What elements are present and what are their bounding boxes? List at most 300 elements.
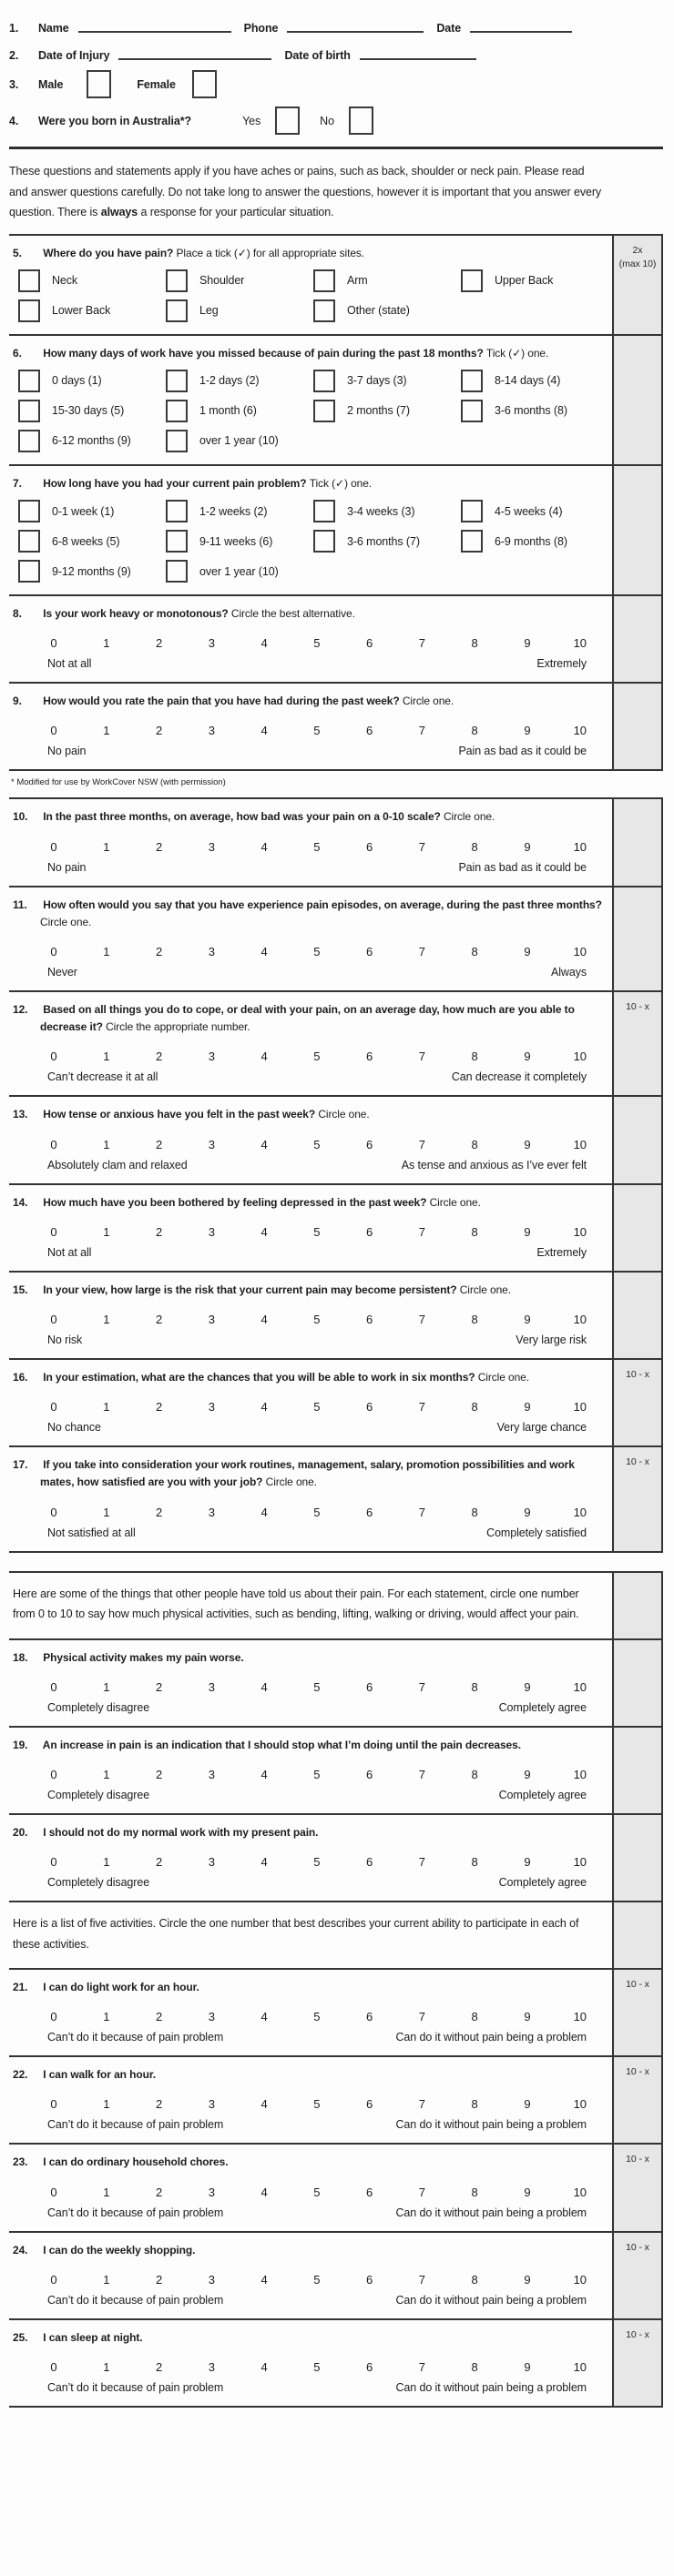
scale-number-3[interactable]: 3 xyxy=(208,1312,215,1326)
option-1-2-weeks[interactable] xyxy=(166,500,313,522)
scale-number-1[interactable]: 1 xyxy=(103,2360,110,2374)
question-24-main xyxy=(9,2233,612,2318)
question-7-row xyxy=(9,464,663,594)
scale-number-3[interactable]: 3 xyxy=(208,1679,215,1694)
shoulder-checkbox[interactable] xyxy=(166,269,188,292)
scale-number-8[interactable]: 8 xyxy=(471,1137,478,1151)
scale-number-10[interactable]: 10 xyxy=(573,1855,587,1870)
scale-number-0[interactable]: 0 xyxy=(50,839,57,854)
scale-number-9[interactable]: 9 xyxy=(524,2360,531,2374)
option-0-days[interactable] xyxy=(18,370,166,392)
score-cell-q12 xyxy=(612,992,663,1095)
scale-number-2[interactable]: 2 xyxy=(155,945,163,958)
scale-number-3[interactable]: 3 xyxy=(208,724,215,738)
scale-number-1[interactable]: 1 xyxy=(103,1137,110,1151)
scale-number-1[interactable]: 1 xyxy=(103,2272,110,2287)
option-3-6-months[interactable] xyxy=(313,530,461,553)
scale-number-5[interactable]: 5 xyxy=(313,945,321,958)
option-checkbox[interactable] xyxy=(461,500,483,522)
rating-scale xyxy=(47,2097,587,2111)
name-label: Name xyxy=(38,22,69,35)
option-upper-back[interactable] xyxy=(461,269,608,292)
scale-number-3[interactable]: 3 xyxy=(208,1050,215,1064)
scale-number-4[interactable]: 4 xyxy=(260,636,268,651)
date-of-injury-field-line[interactable] xyxy=(118,46,271,60)
scale-number-8[interactable]: 8 xyxy=(471,2185,478,2199)
scale-number-8[interactable]: 8 xyxy=(471,2272,478,2287)
scale-labels xyxy=(47,1701,587,1714)
option-checkbox[interactable] xyxy=(166,500,188,522)
scale-number-4[interactable]: 4 xyxy=(260,2185,268,2199)
option-checkbox[interactable] xyxy=(461,400,483,422)
option-other[interactable] xyxy=(313,299,461,322)
scale-number-6[interactable]: 6 xyxy=(366,1312,373,1326)
question-title: I can do the weekly shopping. xyxy=(43,2243,196,2257)
scale-number-1[interactable]: 1 xyxy=(103,1767,110,1781)
scale-number-3[interactable]: 3 xyxy=(208,1400,215,1415)
arm-checkbox[interactable] xyxy=(313,269,335,292)
scale-number-6[interactable]: 6 xyxy=(366,1050,373,1064)
question-16-row xyxy=(9,1358,663,1445)
option-neck[interactable] xyxy=(18,269,166,292)
option-checkbox[interactable] xyxy=(313,400,335,422)
scale-number-10[interactable]: 10 xyxy=(573,724,587,738)
scale-number-3[interactable]: 3 xyxy=(208,2097,215,2112)
scale-number-7[interactable]: 7 xyxy=(418,1679,425,1694)
scale-number-1[interactable]: 1 xyxy=(103,1855,110,1870)
scale-number-0[interactable]: 0 xyxy=(50,636,57,651)
scale-number-4[interactable]: 4 xyxy=(260,945,268,958)
scale-number-9[interactable]: 9 xyxy=(524,1312,531,1326)
question-25-main xyxy=(9,2320,612,2406)
scale-number-9[interactable]: 9 xyxy=(524,2272,531,2287)
scale-number-1[interactable]: 1 xyxy=(103,636,110,651)
scale-number-2[interactable]: 2 xyxy=(155,2185,163,2199)
scale-number-7[interactable]: 7 xyxy=(418,945,425,958)
scale-number-0[interactable]: 0 xyxy=(50,2185,57,2199)
option-6-9-months[interactable] xyxy=(461,530,608,553)
scale-number-6[interactable]: 6 xyxy=(366,1400,373,1415)
scale-number-9[interactable]: 9 xyxy=(524,724,531,738)
scale-number-7[interactable]: 7 xyxy=(418,1767,425,1781)
scale-number-8[interactable]: 8 xyxy=(471,636,478,651)
question-12-row xyxy=(9,990,663,1095)
question-9-main xyxy=(9,684,612,769)
scale-number-8[interactable]: 8 xyxy=(471,1855,478,1870)
option-checkbox[interactable] xyxy=(313,500,335,522)
scale-number-2[interactable]: 2 xyxy=(155,2097,163,2112)
scale-number-2[interactable]: 2 xyxy=(155,1505,163,1519)
scale-number-2[interactable]: 2 xyxy=(155,1312,163,1326)
question-title: Where do you have pain? xyxy=(43,246,174,259)
scale-number-0[interactable]: 0 xyxy=(50,2097,57,2112)
scale-number-0[interactable]: 0 xyxy=(50,1679,57,1694)
scale-number-3[interactable]: 3 xyxy=(208,945,215,958)
scale-number-9[interactable]: 9 xyxy=(524,2097,531,2112)
other-checkbox[interactable] xyxy=(313,299,335,322)
scale-number-9[interactable]: 9 xyxy=(524,839,531,854)
option-2-months[interactable] xyxy=(313,400,461,422)
scale-number-0[interactable]: 0 xyxy=(50,2360,57,2374)
scale-number-2[interactable]: 2 xyxy=(155,1767,163,1781)
scale-number-10[interactable]: 10 xyxy=(573,2360,587,2374)
scale-number-4[interactable]: 4 xyxy=(260,1312,268,1326)
no-label: No xyxy=(320,114,334,127)
scale-number-10[interactable]: 10 xyxy=(573,945,587,958)
scale-number-3[interactable]: 3 xyxy=(208,1224,215,1239)
scale-number-2[interactable]: 2 xyxy=(155,1400,163,1415)
scale-number-9[interactable]: 9 xyxy=(524,2185,531,2199)
scale-number-6[interactable]: 6 xyxy=(366,2272,373,2287)
rating-scale xyxy=(47,840,587,854)
scale-number-10[interactable]: 10 xyxy=(573,1400,587,1415)
scale-number-10[interactable]: 10 xyxy=(573,1224,587,1239)
scale-number-1[interactable]: 1 xyxy=(103,1050,110,1064)
option-6-8-weeks[interactable] xyxy=(18,530,166,553)
scale-number-8[interactable]: 8 xyxy=(471,2360,478,2374)
scale-number-6[interactable]: 6 xyxy=(366,1505,373,1519)
scale-number-3[interactable]: 3 xyxy=(208,2360,215,2374)
scale-number-7[interactable]: 7 xyxy=(418,2097,425,2112)
scale-number-10[interactable]: 10 xyxy=(573,839,587,854)
date-of-birth-field-line[interactable] xyxy=(360,46,476,60)
scale-number-5[interactable]: 5 xyxy=(313,2097,321,2112)
scale-number-6[interactable]: 6 xyxy=(366,724,373,738)
scale-number-3[interactable]: 3 xyxy=(208,1767,215,1781)
option-0-1-week[interactable] xyxy=(18,500,166,522)
score-cell-q11 xyxy=(612,887,663,990)
scale-number-5[interactable]: 5 xyxy=(313,1855,321,1870)
scale-number-4[interactable]: 4 xyxy=(260,1224,268,1239)
scale-number-5[interactable]: 5 xyxy=(313,1679,321,1694)
scale-number-7[interactable]: 7 xyxy=(418,1050,425,1064)
scale-number-0[interactable]: 0 xyxy=(50,1505,57,1519)
option-checkbox[interactable] xyxy=(18,560,40,583)
scale-number-10[interactable]: 10 xyxy=(573,1050,587,1064)
option-3-7-days[interactable] xyxy=(313,370,461,392)
name-field-line[interactable] xyxy=(78,19,231,33)
scale-number-1[interactable]: 1 xyxy=(103,1312,110,1326)
scale-number-2[interactable]: 2 xyxy=(155,1855,163,1870)
scale-number-0[interactable]: 0 xyxy=(50,945,57,958)
scale-number-6[interactable]: 6 xyxy=(366,2360,373,2374)
scale-number-7[interactable]: 7 xyxy=(418,1137,425,1151)
scale-number-3[interactable]: 3 xyxy=(208,1505,215,1519)
option-checkbox[interactable] xyxy=(18,370,40,392)
scale-number-4[interactable]: 4 xyxy=(260,724,268,738)
scale-number-8[interactable]: 8 xyxy=(471,2010,478,2024)
scale-number-9[interactable]: 9 xyxy=(524,1224,531,1239)
scale-number-1[interactable]: 1 xyxy=(103,1679,110,1694)
option-checkbox[interactable] xyxy=(313,370,335,392)
scale-number-6[interactable]: 6 xyxy=(366,1137,373,1151)
scale-number-6[interactable]: 6 xyxy=(366,2185,373,2199)
option-checkbox[interactable] xyxy=(166,430,188,452)
scale-number-8[interactable]: 8 xyxy=(471,1050,478,1064)
option-checkbox[interactable] xyxy=(166,560,188,583)
scale-number-5[interactable]: 5 xyxy=(313,1224,321,1239)
scale-number-9[interactable]: 9 xyxy=(524,1767,531,1781)
scale-number-2[interactable]: 2 xyxy=(155,1137,163,1151)
scale-number-5[interactable]: 5 xyxy=(313,1312,321,1326)
scale-number-6[interactable]: 6 xyxy=(366,2097,373,2112)
scale-number-0[interactable]: 0 xyxy=(50,2010,57,2024)
question-title: How would you rate the pain that you have had during the past week? xyxy=(43,695,400,708)
option-9-12-months[interactable] xyxy=(18,560,166,583)
scale-labels xyxy=(47,1421,587,1434)
scale-number-0[interactable]: 0 xyxy=(50,724,57,738)
scale-number-4[interactable]: 4 xyxy=(260,1767,268,1781)
female-checkbox[interactable] xyxy=(192,70,217,98)
scale-number-0[interactable]: 0 xyxy=(50,1137,57,1151)
scale-number-8[interactable]: 8 xyxy=(471,1505,478,1519)
neck-checkbox[interactable] xyxy=(18,269,40,292)
scale-number-7[interactable]: 7 xyxy=(418,1855,425,1870)
scale-number-10[interactable]: 10 xyxy=(573,2097,587,2112)
question-number: 7. xyxy=(13,476,22,490)
scale-number-4[interactable]: 4 xyxy=(260,1855,268,1870)
option-leg[interactable] xyxy=(166,299,313,322)
scale-number-8[interactable]: 8 xyxy=(471,945,478,958)
scale-number-7[interactable]: 7 xyxy=(418,1400,425,1415)
scale-number-10[interactable]: 10 xyxy=(573,1505,587,1519)
scale-number-9[interactable]: 9 xyxy=(524,1137,531,1151)
scale-number-8[interactable]: 8 xyxy=(471,2097,478,2112)
scale-number-6[interactable]: 6 xyxy=(366,2010,373,2024)
scale-number-7[interactable]: 7 xyxy=(418,2185,425,2199)
phone-field-line[interactable] xyxy=(287,19,424,33)
scale-number-3[interactable]: 3 xyxy=(208,2010,215,2024)
option-checkbox[interactable] xyxy=(166,400,188,422)
question-22-main xyxy=(9,2057,612,2143)
scale-number-5[interactable]: 5 xyxy=(313,2360,321,2374)
scale-number-9[interactable]: 9 xyxy=(524,1505,531,1519)
scale-number-5[interactable]: 5 xyxy=(313,1137,321,1151)
scale-number-10[interactable]: 10 xyxy=(573,1679,587,1694)
scale-number-3[interactable]: 3 xyxy=(208,1855,215,1870)
scale-number-9[interactable]: 9 xyxy=(524,1855,531,1870)
scale-number-10[interactable]: 10 xyxy=(573,2272,587,2287)
scale-number-9[interactable]: 9 xyxy=(524,1050,531,1064)
scale-number-3[interactable]: 3 xyxy=(208,2272,215,2287)
scale-number-8[interactable]: 8 xyxy=(471,1224,478,1239)
scale-number-10[interactable]: 10 xyxy=(573,1137,587,1151)
question-title: I can sleep at night. xyxy=(43,2330,143,2344)
scale-number-5[interactable]: 5 xyxy=(313,636,321,651)
scale-number-4[interactable]: 4 xyxy=(260,1137,268,1151)
date-field-line[interactable] xyxy=(470,19,572,33)
scale-right-label: Completely agree xyxy=(498,1700,587,1714)
scale-number-9[interactable]: 9 xyxy=(524,1400,531,1415)
scale-number-8[interactable]: 8 xyxy=(471,1767,478,1781)
scale-number-6[interactable]: 6 xyxy=(366,1767,373,1781)
scale-number-3[interactable]: 3 xyxy=(208,636,215,651)
option-checkbox[interactable] xyxy=(18,530,40,553)
scale-number-6[interactable]: 6 xyxy=(366,839,373,854)
option-lower-back[interactable] xyxy=(18,299,166,322)
scale-number-3[interactable]: 3 xyxy=(208,839,215,854)
scale-number-0[interactable]: 0 xyxy=(50,2272,57,2287)
scale-number-1[interactable]: 1 xyxy=(103,2010,110,2024)
scale-left-label: No risk xyxy=(47,1333,83,1346)
question-number: 13. xyxy=(13,1108,28,1121)
scale-number-0[interactable]: 0 xyxy=(50,1050,57,1064)
option-6-12-months[interactable] xyxy=(18,430,166,452)
male-label: Male xyxy=(38,77,64,91)
scale-number-0[interactable]: 0 xyxy=(50,1767,57,1781)
scale-number-7[interactable]: 7 xyxy=(418,2360,425,2374)
scale-number-2[interactable]: 2 xyxy=(155,2272,163,2287)
scale-number-9[interactable]: 9 xyxy=(524,636,531,651)
scale-number-2[interactable]: 2 xyxy=(155,1679,163,1694)
question-instruction: Circle one. xyxy=(402,695,454,708)
scale-number-2[interactable]: 2 xyxy=(155,724,163,738)
scale-number-10[interactable]: 10 xyxy=(573,636,587,651)
scale-number-7[interactable]: 7 xyxy=(418,1224,425,1239)
scale-number-10[interactable]: 10 xyxy=(573,1312,587,1326)
scale-number-4[interactable]: 4 xyxy=(260,2097,268,2112)
scale-number-4[interactable]: 4 xyxy=(260,1400,268,1415)
lower-back-checkbox[interactable] xyxy=(18,299,40,322)
scale-number-2[interactable]: 2 xyxy=(155,2360,163,2374)
scale-number-6[interactable]: 6 xyxy=(366,1224,373,1239)
scale-number-8[interactable]: 8 xyxy=(471,839,478,854)
scale-number-1[interactable]: 1 xyxy=(103,1224,110,1239)
scale-number-7[interactable]: 7 xyxy=(418,636,425,651)
question-7-text xyxy=(13,475,603,492)
scale-number-5[interactable]: 5 xyxy=(313,2185,321,2199)
scale-number-7[interactable]: 7 xyxy=(418,724,425,738)
question-instruction: Circle one. xyxy=(265,1476,317,1489)
option-over-1-year[interactable] xyxy=(166,430,313,452)
option-3-4-weeks[interactable] xyxy=(313,500,461,522)
scale-number-4[interactable]: 4 xyxy=(260,839,268,854)
option-checkbox[interactable] xyxy=(166,370,188,392)
rating-scale xyxy=(47,945,587,958)
scale-number-7[interactable]: 7 xyxy=(418,2272,425,2287)
scale-number-8[interactable]: 8 xyxy=(471,1679,478,1694)
scale-number-0[interactable]: 0 xyxy=(50,1855,57,1870)
option-checkbox[interactable] xyxy=(18,430,40,452)
scale-number-7[interactable]: 7 xyxy=(418,839,425,854)
scale-number-1[interactable]: 1 xyxy=(103,945,110,958)
scale-number-8[interactable]: 8 xyxy=(471,1400,478,1415)
option-checkbox[interactable] xyxy=(18,400,40,422)
scale-number-4[interactable]: 4 xyxy=(260,1050,268,1064)
scale-number-6[interactable]: 6 xyxy=(366,945,373,958)
scale-number-6[interactable]: 6 xyxy=(366,1855,373,1870)
upper-back-checkbox[interactable] xyxy=(461,269,483,292)
scale-number-2[interactable]: 2 xyxy=(155,636,163,651)
scale-number-2[interactable]: 2 xyxy=(155,1224,163,1239)
scale-number-10[interactable]: 10 xyxy=(573,2010,587,2024)
scale-number-4[interactable]: 4 xyxy=(260,2360,268,2374)
option-checkbox[interactable] xyxy=(166,530,188,553)
rating-scale xyxy=(47,2273,587,2287)
scale-number-2[interactable]: 2 xyxy=(155,2010,163,2024)
score-formula: 10 - x xyxy=(626,1979,649,1991)
option-shoulder[interactable] xyxy=(166,269,313,292)
leg-checkbox[interactable] xyxy=(166,299,188,322)
scale-number-8[interactable]: 8 xyxy=(471,724,478,738)
scale-number-4[interactable]: 4 xyxy=(260,2010,268,2024)
scale-number-8[interactable]: 8 xyxy=(471,1312,478,1326)
scale-number-4[interactable]: 4 xyxy=(260,2272,268,2287)
option-1-2-days[interactable] xyxy=(166,370,313,392)
scale-number-3[interactable]: 3 xyxy=(208,1137,215,1151)
activities-intro-row xyxy=(9,1901,663,1968)
scale-number-5[interactable]: 5 xyxy=(313,724,321,738)
scale-number-5[interactable]: 5 xyxy=(313,1767,321,1781)
scale-number-3[interactable]: 3 xyxy=(208,2185,215,2199)
scale-number-4[interactable]: 4 xyxy=(260,1679,268,1694)
option-9-11-weeks[interactable] xyxy=(166,530,313,553)
option-8-14-days[interactable] xyxy=(461,370,608,392)
option-1-month[interactable] xyxy=(166,400,313,422)
scale-number-7[interactable]: 7 xyxy=(418,2010,425,2024)
scale-number-9[interactable]: 9 xyxy=(524,945,531,958)
scale-number-6[interactable]: 6 xyxy=(366,1679,373,1694)
question-number: 25. xyxy=(13,2330,28,2344)
scale-number-0[interactable]: 0 xyxy=(50,1312,57,1326)
option-checkbox[interactable] xyxy=(18,500,40,522)
option-4-5-weeks[interactable] xyxy=(461,500,608,522)
scale-number-10[interactable]: 10 xyxy=(573,1767,587,1781)
scale-number-5[interactable]: 5 xyxy=(313,839,321,854)
scale-left-label: Can’t do it because of pain problem xyxy=(47,2031,224,2044)
scale-number-0[interactable]: 0 xyxy=(50,1224,57,1239)
option-arm[interactable] xyxy=(313,269,461,292)
scale-number-7[interactable]: 7 xyxy=(418,1505,425,1519)
scale-number-1[interactable]: 1 xyxy=(103,724,110,738)
scale-number-5[interactable]: 5 xyxy=(313,1050,321,1064)
no-checkbox[interactable] xyxy=(349,106,373,135)
option-over-1-year[interactable] xyxy=(166,560,313,583)
scale-number-2[interactable]: 2 xyxy=(155,1050,163,1064)
male-checkbox[interactable] xyxy=(87,70,111,98)
scale-number-7[interactable]: 7 xyxy=(418,1312,425,1326)
scale-number-1[interactable]: 1 xyxy=(103,839,110,854)
scale-number-9[interactable]: 9 xyxy=(524,1679,531,1694)
page-content xyxy=(9,19,663,2408)
question-instruction: Circle the best alternative. xyxy=(230,607,355,621)
question-number: 18. xyxy=(13,1650,28,1664)
scale-number-6[interactable]: 6 xyxy=(366,636,373,651)
scale-number-5[interactable]: 5 xyxy=(313,2010,321,2024)
scale-number-4[interactable]: 4 xyxy=(260,1505,268,1519)
scale-number-1[interactable]: 1 xyxy=(103,1400,110,1415)
option-3-6-months[interactable] xyxy=(461,400,608,422)
scale-number-5[interactable]: 5 xyxy=(313,2272,321,2287)
option-checkbox[interactable] xyxy=(461,370,483,392)
option-checkbox[interactable] xyxy=(461,530,483,553)
scale-right-label: Completely satisfied xyxy=(486,1526,587,1539)
scale-number-1[interactable]: 1 xyxy=(103,2185,110,2199)
scale-number-1[interactable]: 1 xyxy=(103,2097,110,2112)
scale-number-9[interactable]: 9 xyxy=(524,2010,531,2024)
option-checkbox[interactable] xyxy=(313,530,335,553)
question-23-text xyxy=(13,2154,603,2171)
scale-number-2[interactable]: 2 xyxy=(155,839,163,854)
scale-number-0[interactable]: 0 xyxy=(50,1400,57,1415)
scale-left-label: Can’t do it because of pain problem xyxy=(47,2293,224,2307)
yes-checkbox[interactable] xyxy=(275,106,300,135)
scale-number-5[interactable]: 5 xyxy=(313,1400,321,1415)
scale-number-5[interactable]: 5 xyxy=(313,1505,321,1519)
option-15-30-days[interactable] xyxy=(18,400,166,422)
scale-number-1[interactable]: 1 xyxy=(103,1505,110,1519)
scale-number-10[interactable]: 10 xyxy=(573,2185,587,2199)
